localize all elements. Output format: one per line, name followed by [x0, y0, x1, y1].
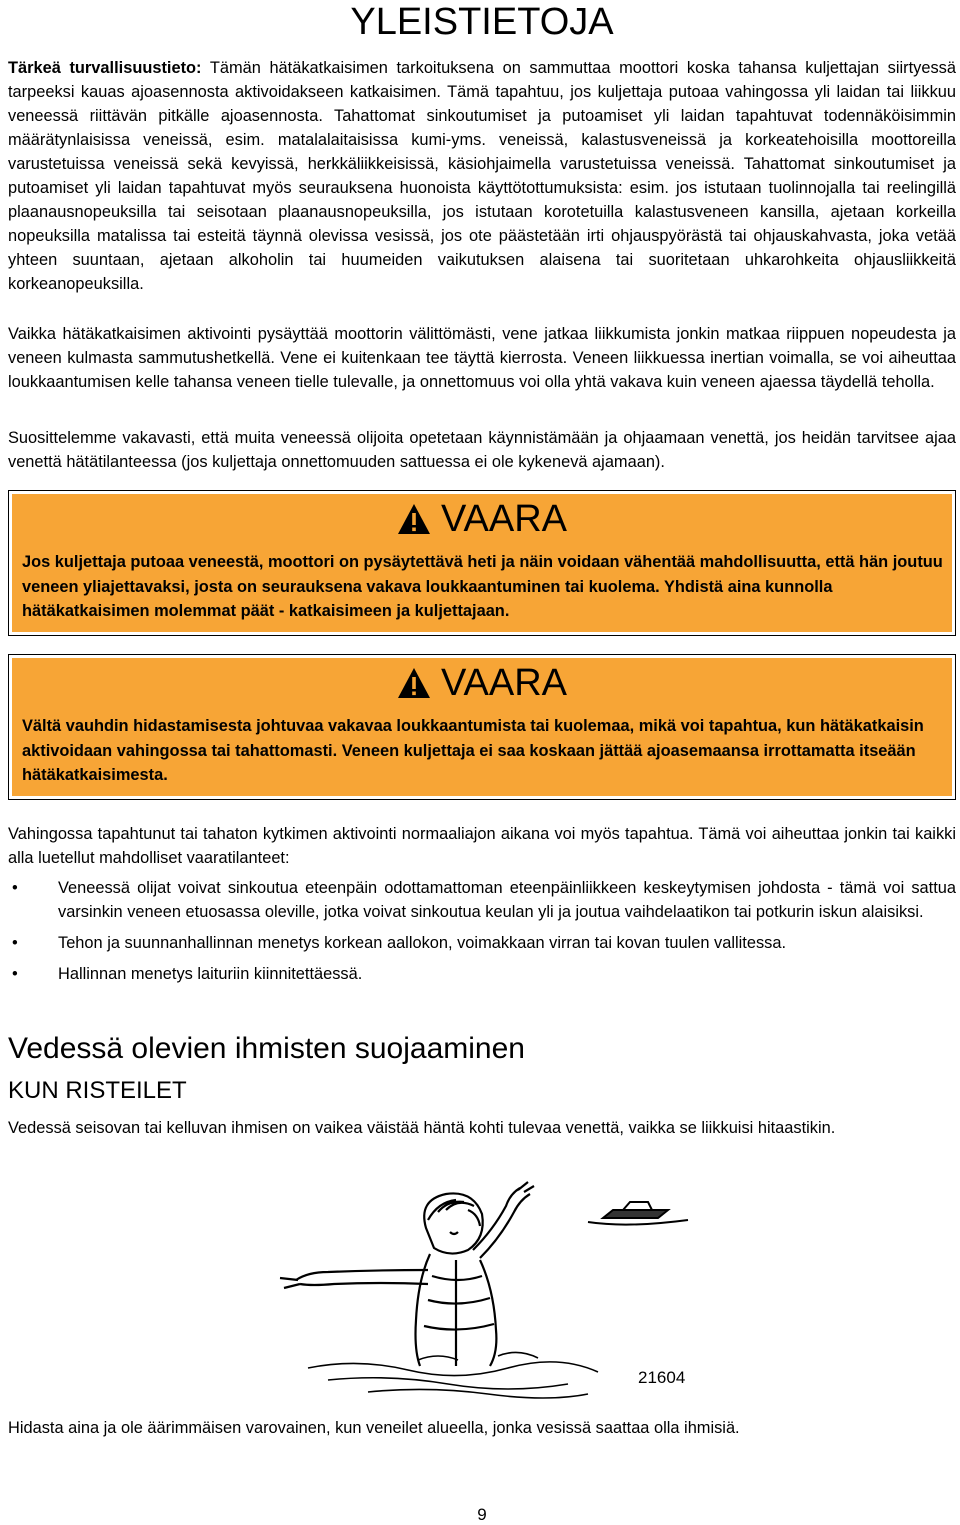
bullet-icon: • [12, 879, 18, 897]
person-in-water-illustration [268, 1180, 708, 1400]
warning-header [12, 658, 952, 708]
paragraph-inertia: Vaikka hätäkatkaisimen aktivointi pysäyttää moottorin välittömästi, vene jatkaa liikkumista jonkin matkaa riippuen nopeudesta ja veneen kulmasta sammutushetkellä. Vene ei kuitenkaan tee täyttä kierrosta. Veneen liikkuessa inertian voimalla, se voi aiheuttaa loukkaantumisen kelle tahansa veneen tielle tulevalle, ja onnettomuus voi olla yhtä vakava kuin veneen ajaessa täydellä teholla. [8, 325, 956, 391]
hazard-list [8, 876, 956, 993]
warning-text: Jos kuljettaja putoaa veneestä, moottori on pysäytettävä heti ja näin voidaan vähentää mahdollisuutta, että hän joutuu veneen yliajettavaksi, josta on seurauksena vakava loukkaantuminen tai kuolema. Yhdistä aina kunnolla hätäkatkaisimen molemmat päät - katkaisimeen ja kuljettajaan. [12, 544, 952, 632]
warning-header [12, 494, 952, 544]
paragraph-recommendation: Suosittelemme vakavasti, että muita veneessä olijoita opetetaan käynnistämään ja ohjaamaan venettä, jos heidän tarvitsee ajaa venettä hätätilanteessa (jos kuljettaja onnettomuuden sattuessa ei ole kykenevä ajamaan). [8, 429, 956, 471]
warning-triangle-icon [397, 502, 431, 536]
paragraph-hazards: Vahingossa tapahtunut tai tahaton kytkimen aktivointi normaaliajon aikana voi myös tapahtua. Tämä voi aiheuttaa jonkin tai kaikki alla luetellut mahdolliset vaaratilanteet: [8, 825, 956, 867]
bullet-icon: • [12, 934, 18, 952]
warning-label: VAARA [440, 497, 567, 540]
subsection-heading: KUN RISTEILET [8, 1077, 187, 1104]
intro-lead: Tärkeä turvallisuustieto: [8, 59, 202, 77]
boat-icon [588, 1202, 688, 1225]
list-item: • Hallinnan menetys laituriin kiinnitettäessä. [8, 962, 956, 986]
intro-text: Tämän hätäkatkaisimen tarkoituksena on sammuttaa moottori koska tahansa kuljettajan siirtyessä tarpeeksi kauas ajoasennosta aktivoidakseen katkaisimen. Tämä tapahtuu, jos kuljettaja putoaa vahingossa yli laidan tai liikkuu veneessä riittävän pitkälle ajoasennosta. Tahattomat sinkoutumiset ja putoamiset yli laidan tapahtuvat todennäköisimmin määrätynlaisissa veneissä, esim. matalalaitaisissa kumi-yms. veneissä, kalastusveneissä ja korkeatehoisilla moottoreilla varustetuissa veneissä sekä kevyissä, herkkäliikkeisissä, käsiohjaimella varustetuissa veneissä. Tahattomat sinkoutumiset ja putoamiset yli laidan tapahtuvat myös seurauksena huonoista käyttötottumuksista: esim. jos istutaan tuolinnojalla tai reelingillä plaanausnopeuksilla tai seisotaan plaanausnopeuksilla, jos istutaan korotetuilla kalastusveneen kansilla, ajetaan korkeilla nopeuksilla matalissa tai esteitä täynnä olevissa vesissä, jos ote päästetään irti ohjauspyörästä tai ohjauskahvasta, joka vetää yhteen suuntaan, ajetaan alkoholin tai huumeiden vaikutuksen alaisena tai suoritetaan uhkarohkeita ohjausliikkeitä korkeanopeuksilla. [8, 59, 956, 293]
figure-label: 21604 [638, 1368, 686, 1387]
warning-text: Vältä vauhdin hidastamisesta johtuvaa vakavaa loukkaantumista tai kuolemaa, mikä voi tapahtua, kun hätäkatkaisin aktivoidaan vahingossa tai tahattomasti. Veneen kuljettaja ei saa koskaan jättää ajoasemaansa irrottamatta itseään hätäkatkaisimesta. [12, 708, 952, 796]
list-item: • Veneessä olijat voivat sinkoutua eteenpäin odottamattoman eteenpäinliikkeen keskeytymisen johdosta - tämä voi sattua varsinkin veneen etuosassa oleville, jotka voivat sinkoutua keulan yli ja joutua vaihdelaatikon tai potkurin iskun alaisiksi. [8, 876, 956, 924]
page-number: 9 [477, 1505, 487, 1524]
warning-box-2 [8, 654, 956, 800]
figure-caption: Hidasta aina ja ole äärimmäisen varovainen, kun veneilet alueella, jonka vesissä saattaa olla ihmisiä. [8, 1419, 740, 1437]
warning-box-1 [8, 490, 956, 636]
warning-triangle-icon [397, 666, 431, 700]
bullet-icon: • [12, 965, 18, 983]
paragraph-swimmers: Vedessä seisovan tai kelluvan ihmisen on vaikea väistää häntä kohti tulevaa venettä, vaikka se liikkuisi hitaastikin. [8, 1119, 836, 1137]
warning-label: VAARA [440, 661, 567, 704]
page-title: YLEISTIETOJA [350, 1, 614, 43]
list-item: • Tehon ja suunnanhallinnan menetys korkean aallokon, voimakkaan virran tai kovan tuulen vallitessa. [8, 931, 956, 955]
intro-paragraph [8, 56, 956, 296]
section-heading: Vedessä olevien ihmisten suojaaminen [8, 1032, 525, 1065]
